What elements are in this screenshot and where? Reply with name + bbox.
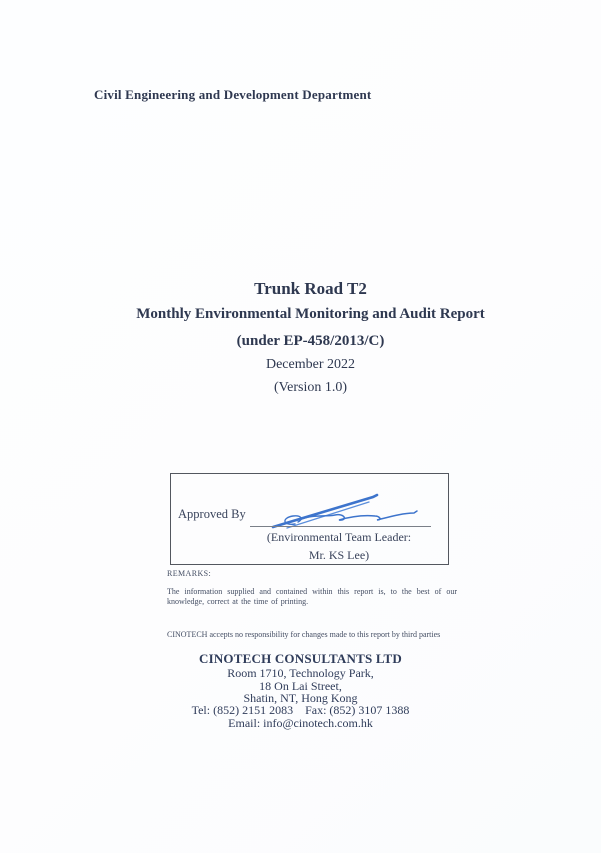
title-block bbox=[10, 279, 601, 397]
publisher-block bbox=[0, 652, 601, 729]
remarks-body: The information supplied and contained within this report is, to the best of our knowledge, correct at the time of printing. bbox=[167, 587, 457, 606]
address-line-3: Shatin, NT, Hong Kong bbox=[243, 691, 358, 706]
version-label: (Version 1.0) bbox=[273, 380, 348, 396]
address-line-2: 18 On Lai Street, bbox=[259, 678, 342, 693]
company-name: CINOTECH CONSULTANTS LTD bbox=[199, 651, 402, 666]
permit-reference: (under EP-458/2013/C) bbox=[236, 333, 385, 350]
approved-by-label: Approved By bbox=[178, 507, 246, 521]
approval-box bbox=[170, 473, 449, 565]
report-title: Monthly Environmental Monitoring and Audit Report bbox=[136, 306, 485, 323]
remarks-section bbox=[167, 569, 457, 640]
signature-line bbox=[250, 526, 431, 527]
department-name: Civil Engineering and Development Department bbox=[94, 87, 372, 102]
signatory-name: Mr. KS Lee) bbox=[308, 548, 370, 562]
signatory-role: (Environmental Team Leader: bbox=[266, 530, 412, 544]
fax-number: Fax: (852) 3107 1388 bbox=[305, 703, 410, 718]
tel-fax-line bbox=[0, 704, 601, 716]
email-line: Email: info@cinotech.com.hk bbox=[228, 715, 373, 730]
remarks-disclaimer: CINOTECH accepts no responsibility for changes made to this report by third parties bbox=[167, 630, 441, 639]
report-period: December 2022 bbox=[265, 357, 356, 373]
remarks-heading: REMARKS: bbox=[167, 569, 212, 578]
address-line-1: Room 1710, Technology Park, bbox=[227, 666, 374, 681]
tel-number: Tel: (852) 2151 2083 bbox=[191, 703, 294, 718]
project-title: Trunk Road T2 bbox=[254, 279, 367, 298]
